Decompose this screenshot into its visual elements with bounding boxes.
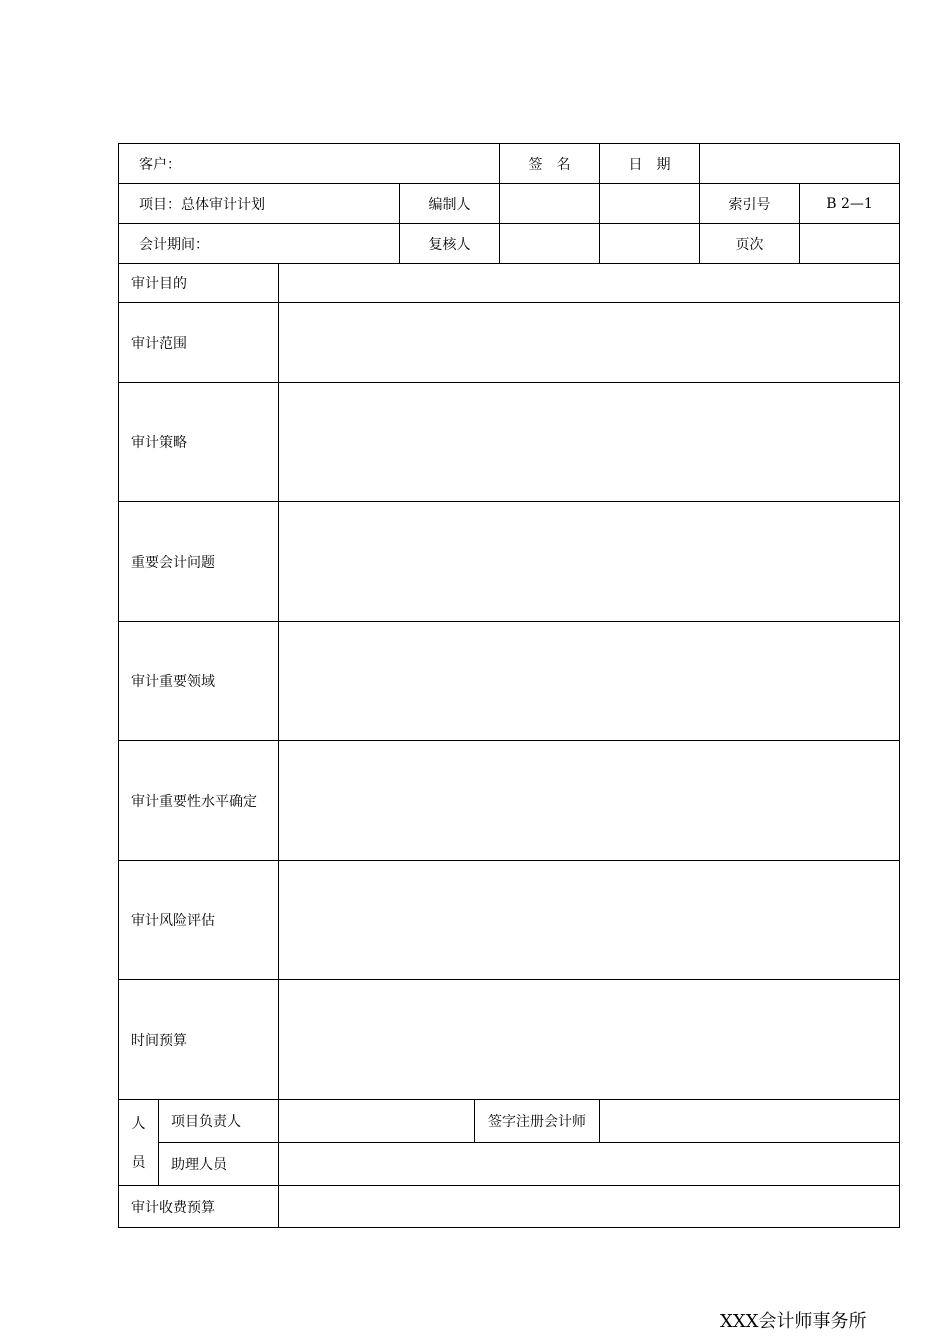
audit-strategy-field[interactable] (278, 382, 900, 502)
project-lead-label: 项目负责人 (158, 1099, 279, 1143)
audit-strategy-label: 审计策略 (118, 382, 279, 502)
sign-label: 签 名 (499, 143, 600, 184)
assistants-field[interactable] (278, 1142, 900, 1186)
period-label: 会计期间： (118, 223, 400, 264)
preparer-date-field[interactable] (599, 183, 700, 224)
personnel-label (118, 1099, 159, 1186)
preparer-label: 编制人 (399, 183, 500, 224)
preparer-signature-field[interactable] (499, 183, 600, 224)
materiality-field[interactable] (278, 740, 900, 861)
audit-objective-field[interactable] (278, 263, 900, 303)
risk-assessment-label: 审计风险评估 (118, 860, 279, 980)
key-audit-areas-field[interactable] (278, 621, 900, 741)
key-accounting-issues-label: 重要会计问题 (118, 501, 279, 622)
page-number-field[interactable] (799, 223, 900, 264)
fee-budget-field[interactable] (278, 1185, 900, 1228)
index-label: 索引号 (699, 183, 800, 224)
audit-objective-label: 审计目的 (118, 263, 279, 303)
key-accounting-issues-field[interactable] (278, 501, 900, 622)
time-budget-label: 时间预算 (118, 979, 279, 1100)
materiality-label: 审计重要性水平确定 (118, 740, 279, 861)
reviewer-signature-field[interactable] (499, 223, 600, 264)
personnel-label-char-1: 人 (131, 1116, 146, 1133)
reviewer-label: 复核人 (399, 223, 500, 264)
fee-budget-label: 审计收费预算 (118, 1185, 279, 1228)
personnel-label-char-2: 员 (131, 1154, 146, 1171)
page-label: 页次 (699, 223, 800, 264)
signing-cpa-label: 签字注册会计师 (474, 1099, 600, 1143)
client-label: 客户： (118, 143, 500, 184)
signing-cpa-field[interactable] (599, 1099, 900, 1143)
date-label: 日 期 (599, 143, 700, 184)
audit-scope-field[interactable] (278, 302, 900, 383)
reviewer-date-field[interactable] (599, 223, 700, 264)
project-label: 项目：总体审计计划 (118, 183, 400, 224)
time-budget-field[interactable] (278, 979, 900, 1100)
key-audit-areas-label: 审计重要领域 (118, 621, 279, 741)
audit-scope-label: 审计范围 (118, 302, 279, 383)
index-value: B 2—1 (799, 183, 900, 224)
header-blank-cell[interactable] (699, 143, 900, 184)
firm-name-footer: XXX会计师事务所 (720, 1311, 867, 1332)
project-lead-field[interactable] (278, 1099, 475, 1143)
assistants-label: 助理人员 (158, 1142, 279, 1186)
risk-assessment-field[interactable] (278, 860, 900, 980)
